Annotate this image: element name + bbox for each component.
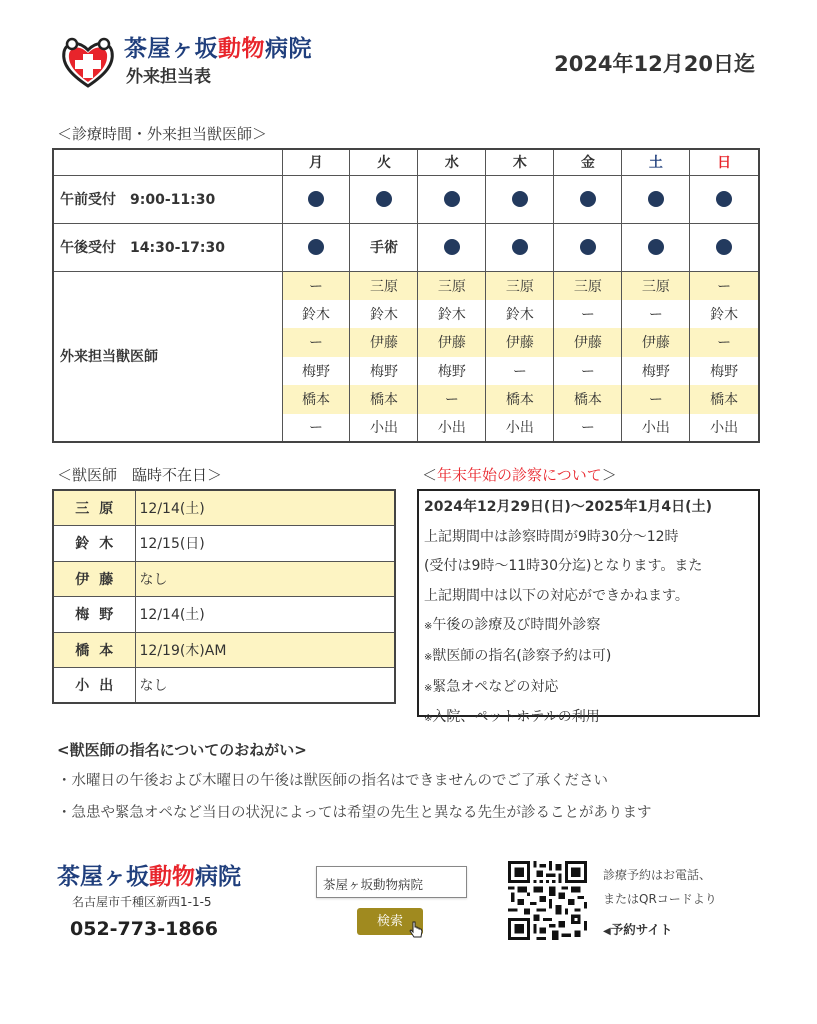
vet-cell: 鈴木 — [350, 300, 418, 329]
vet-cell: 小出 — [418, 414, 486, 443]
slot-cell — [350, 223, 418, 271]
absence-date: 12/14(土) — [135, 597, 395, 633]
absence-row — [53, 597, 395, 633]
vet-cell: 梅野 — [690, 357, 759, 386]
vet-cell: ー — [418, 385, 486, 414]
notice-item: ※緊急オペなどの対応 — [424, 678, 559, 695]
footer-address: 名古屋市千種区新西1-1-5 — [72, 895, 212, 909]
vet-name: 橋本 — [53, 632, 135, 668]
footer-phone: 052-773-1866 — [70, 918, 218, 940]
afternoon-label: 午後受付 14:30-17:30 — [53, 223, 282, 271]
valid-until-date: 2024年12月20日迄 — [554, 52, 755, 76]
triangle-left-icon: ◀ — [603, 926, 611, 937]
search-input[interactable]: 茶屋ヶ坂動物病院 — [316, 866, 467, 898]
footer-hospital-name: 茶屋ヶ坂動物病院 — [57, 864, 241, 890]
absence-row — [53, 526, 395, 562]
vet-cell: 小出 — [622, 414, 690, 443]
vet-cell: 橋本 — [282, 385, 350, 414]
request-item: ・急患や緊急オペなど当日の状況によっては希望の先生と異なる先生が診ることがあります — [57, 805, 652, 821]
reservation-site-link[interactable]: ◀予約サイト — [603, 922, 673, 937]
notice-line: (受付は9時〜11時30分迄)となります。また — [424, 558, 703, 575]
open-dot-icon — [444, 191, 460, 207]
vet-cell: ー — [690, 328, 759, 357]
day-header: 木 — [486, 149, 554, 175]
vet-name: 三原 — [53, 490, 135, 526]
slot-cell — [418, 175, 486, 223]
vet-cell: 伊藤 — [622, 328, 690, 357]
open-dot-icon — [580, 191, 596, 207]
slot-cell — [622, 175, 690, 223]
absence-date: 12/14(土) — [135, 490, 395, 526]
vet-cell: 鈴木 — [418, 300, 486, 329]
schedule-heading: ＜診療時間・外来担当獣医師＞ — [57, 125, 268, 143]
notice-item: ※獣医師の指名(診察予約は可) — [424, 647, 612, 664]
vet-cell: ー — [622, 385, 690, 414]
open-dot-icon — [716, 191, 732, 207]
open-dot-icon — [716, 239, 732, 255]
day-header: 火 — [350, 149, 418, 175]
vet-cell: 三原 — [622, 271, 690, 300]
morning-label: 午前受付 9:00-11:30 — [53, 175, 282, 223]
notice-item: ※午後の診療及び時間外診察 — [424, 617, 601, 634]
vet-cell: 梅野 — [350, 357, 418, 386]
absence-row — [53, 668, 395, 704]
absence-table — [52, 489, 396, 704]
vet-cell: ー — [554, 300, 622, 329]
qr-caption-line: 診療予約はお電話、 — [603, 868, 712, 882]
hospital-cross-logo-icon — [60, 34, 116, 90]
cursor-hand-icon — [408, 920, 424, 940]
schedule-table — [52, 148, 760, 443]
morning-row — [53, 175, 759, 223]
new-year-period: 2024年12月29日(日)〜2025年1月4日(土) — [424, 499, 712, 515]
open-dot-icon — [512, 239, 528, 255]
open-dot-icon — [648, 191, 664, 207]
vet-cell: 小出 — [350, 414, 418, 443]
request-item: ・水曜日の午後および木曜日の午後は獣医師の指名はできませんのでご了承ください — [57, 773, 608, 789]
open-dot-icon — [376, 191, 392, 207]
open-dot-icon — [308, 191, 324, 207]
slot-cell — [554, 223, 622, 271]
absence-date: 12/15(日) — [135, 526, 395, 562]
vet-cell: 橋本 — [350, 385, 418, 414]
slot-cell — [418, 223, 486, 271]
vet-cell: 伊藤 — [486, 328, 554, 357]
vet-cell: ー — [622, 300, 690, 329]
open-dot-icon — [444, 239, 460, 255]
slot-cell — [282, 175, 350, 223]
vet-name: 梅野 — [53, 597, 135, 633]
slot-cell — [486, 223, 554, 271]
vet-name: 鈴木 — [53, 526, 135, 562]
absence-row — [53, 561, 395, 597]
slot-cell — [554, 175, 622, 223]
day-header: 月 — [282, 149, 350, 175]
vet-cell: 小出 — [486, 414, 554, 443]
slot-cell — [486, 175, 554, 223]
vet-label: 外来担当獣医師 — [53, 271, 282, 442]
day-header-sunday: 日 — [690, 149, 759, 175]
notice-line: 上記期間中は診察時間が9時30分〜12時 — [424, 528, 679, 545]
vet-cell: 鈴木 — [690, 300, 759, 329]
open-dot-icon — [648, 239, 664, 255]
request-title: <獣医師の指名についてのおねがい> — [57, 741, 307, 759]
vet-cell: 鈴木 — [486, 300, 554, 329]
vet-cell: 梅野 — [622, 357, 690, 386]
vet-cell: 三原 — [486, 271, 554, 300]
absence-row — [53, 490, 395, 526]
vet-cell: 三原 — [350, 271, 418, 300]
vet-cell: 小出 — [690, 414, 759, 443]
open-dot-icon — [580, 239, 596, 255]
absence-date: 12/19(木)AM — [135, 632, 395, 668]
vet-row — [53, 271, 759, 300]
vet-name: 小出 — [53, 668, 135, 704]
slot-cell — [350, 175, 418, 223]
absence-row — [53, 632, 395, 668]
vet-cell: ー — [282, 271, 350, 300]
vet-cell: 三原 — [418, 271, 486, 300]
slot-cell — [690, 223, 759, 271]
vet-cell: ー — [690, 271, 759, 300]
vet-cell: ー — [554, 357, 622, 386]
afternoon-row — [53, 223, 759, 271]
hospital-name: 茶屋ヶ坂動物病院 — [124, 36, 312, 62]
open-dot-icon — [512, 191, 528, 207]
vet-cell: 鈴木 — [282, 300, 350, 329]
absence-heading: ＜獣医師 臨時不在日＞ — [57, 466, 223, 484]
vet-cell: ー — [282, 328, 350, 357]
qr-caption-line: またはQRコードより — [603, 892, 717, 906]
slot-cell — [690, 175, 759, 223]
document-title: 外来担当表 — [126, 67, 211, 87]
qr-code-icon[interactable] — [508, 861, 587, 940]
notice-line: 上記期間中は以下の対応ができかねます。 — [424, 587, 689, 604]
day-header-saturday: 土 — [622, 149, 690, 175]
absence-date: なし — [135, 561, 395, 597]
vet-cell: ー — [282, 414, 350, 443]
vet-cell: 三原 — [554, 271, 622, 300]
new-year-notice-box — [417, 489, 760, 726]
search-button[interactable]: 検索 — [357, 908, 423, 935]
vet-cell: 伊藤 — [350, 328, 418, 357]
surgery-label: 手術 — [369, 240, 398, 256]
vet-cell: ー — [554, 414, 622, 443]
absence-date: なし — [135, 668, 395, 704]
slot-cell — [622, 223, 690, 271]
vet-cell: ー — [486, 357, 554, 386]
new-year-heading: ＜年末年始の診察について＞ — [422, 466, 617, 484]
vet-name: 伊藤 — [53, 561, 135, 597]
open-dot-icon — [308, 239, 324, 255]
day-header: 金 — [554, 149, 622, 175]
header-blank — [53, 149, 282, 175]
vet-cell: 梅野 — [418, 357, 486, 386]
day-header: 水 — [418, 149, 486, 175]
vet-cell: 伊藤 — [418, 328, 486, 357]
vet-cell: 橋本 — [554, 385, 622, 414]
vet-cell: 伊藤 — [554, 328, 622, 357]
vet-cell: 橋本 — [486, 385, 554, 414]
notice-item: ※入院、ペットホテルの利用 — [424, 709, 600, 726]
slot-cell — [282, 223, 350, 271]
vet-cell: 梅野 — [282, 357, 350, 386]
vet-cell: 橋本 — [690, 385, 759, 414]
